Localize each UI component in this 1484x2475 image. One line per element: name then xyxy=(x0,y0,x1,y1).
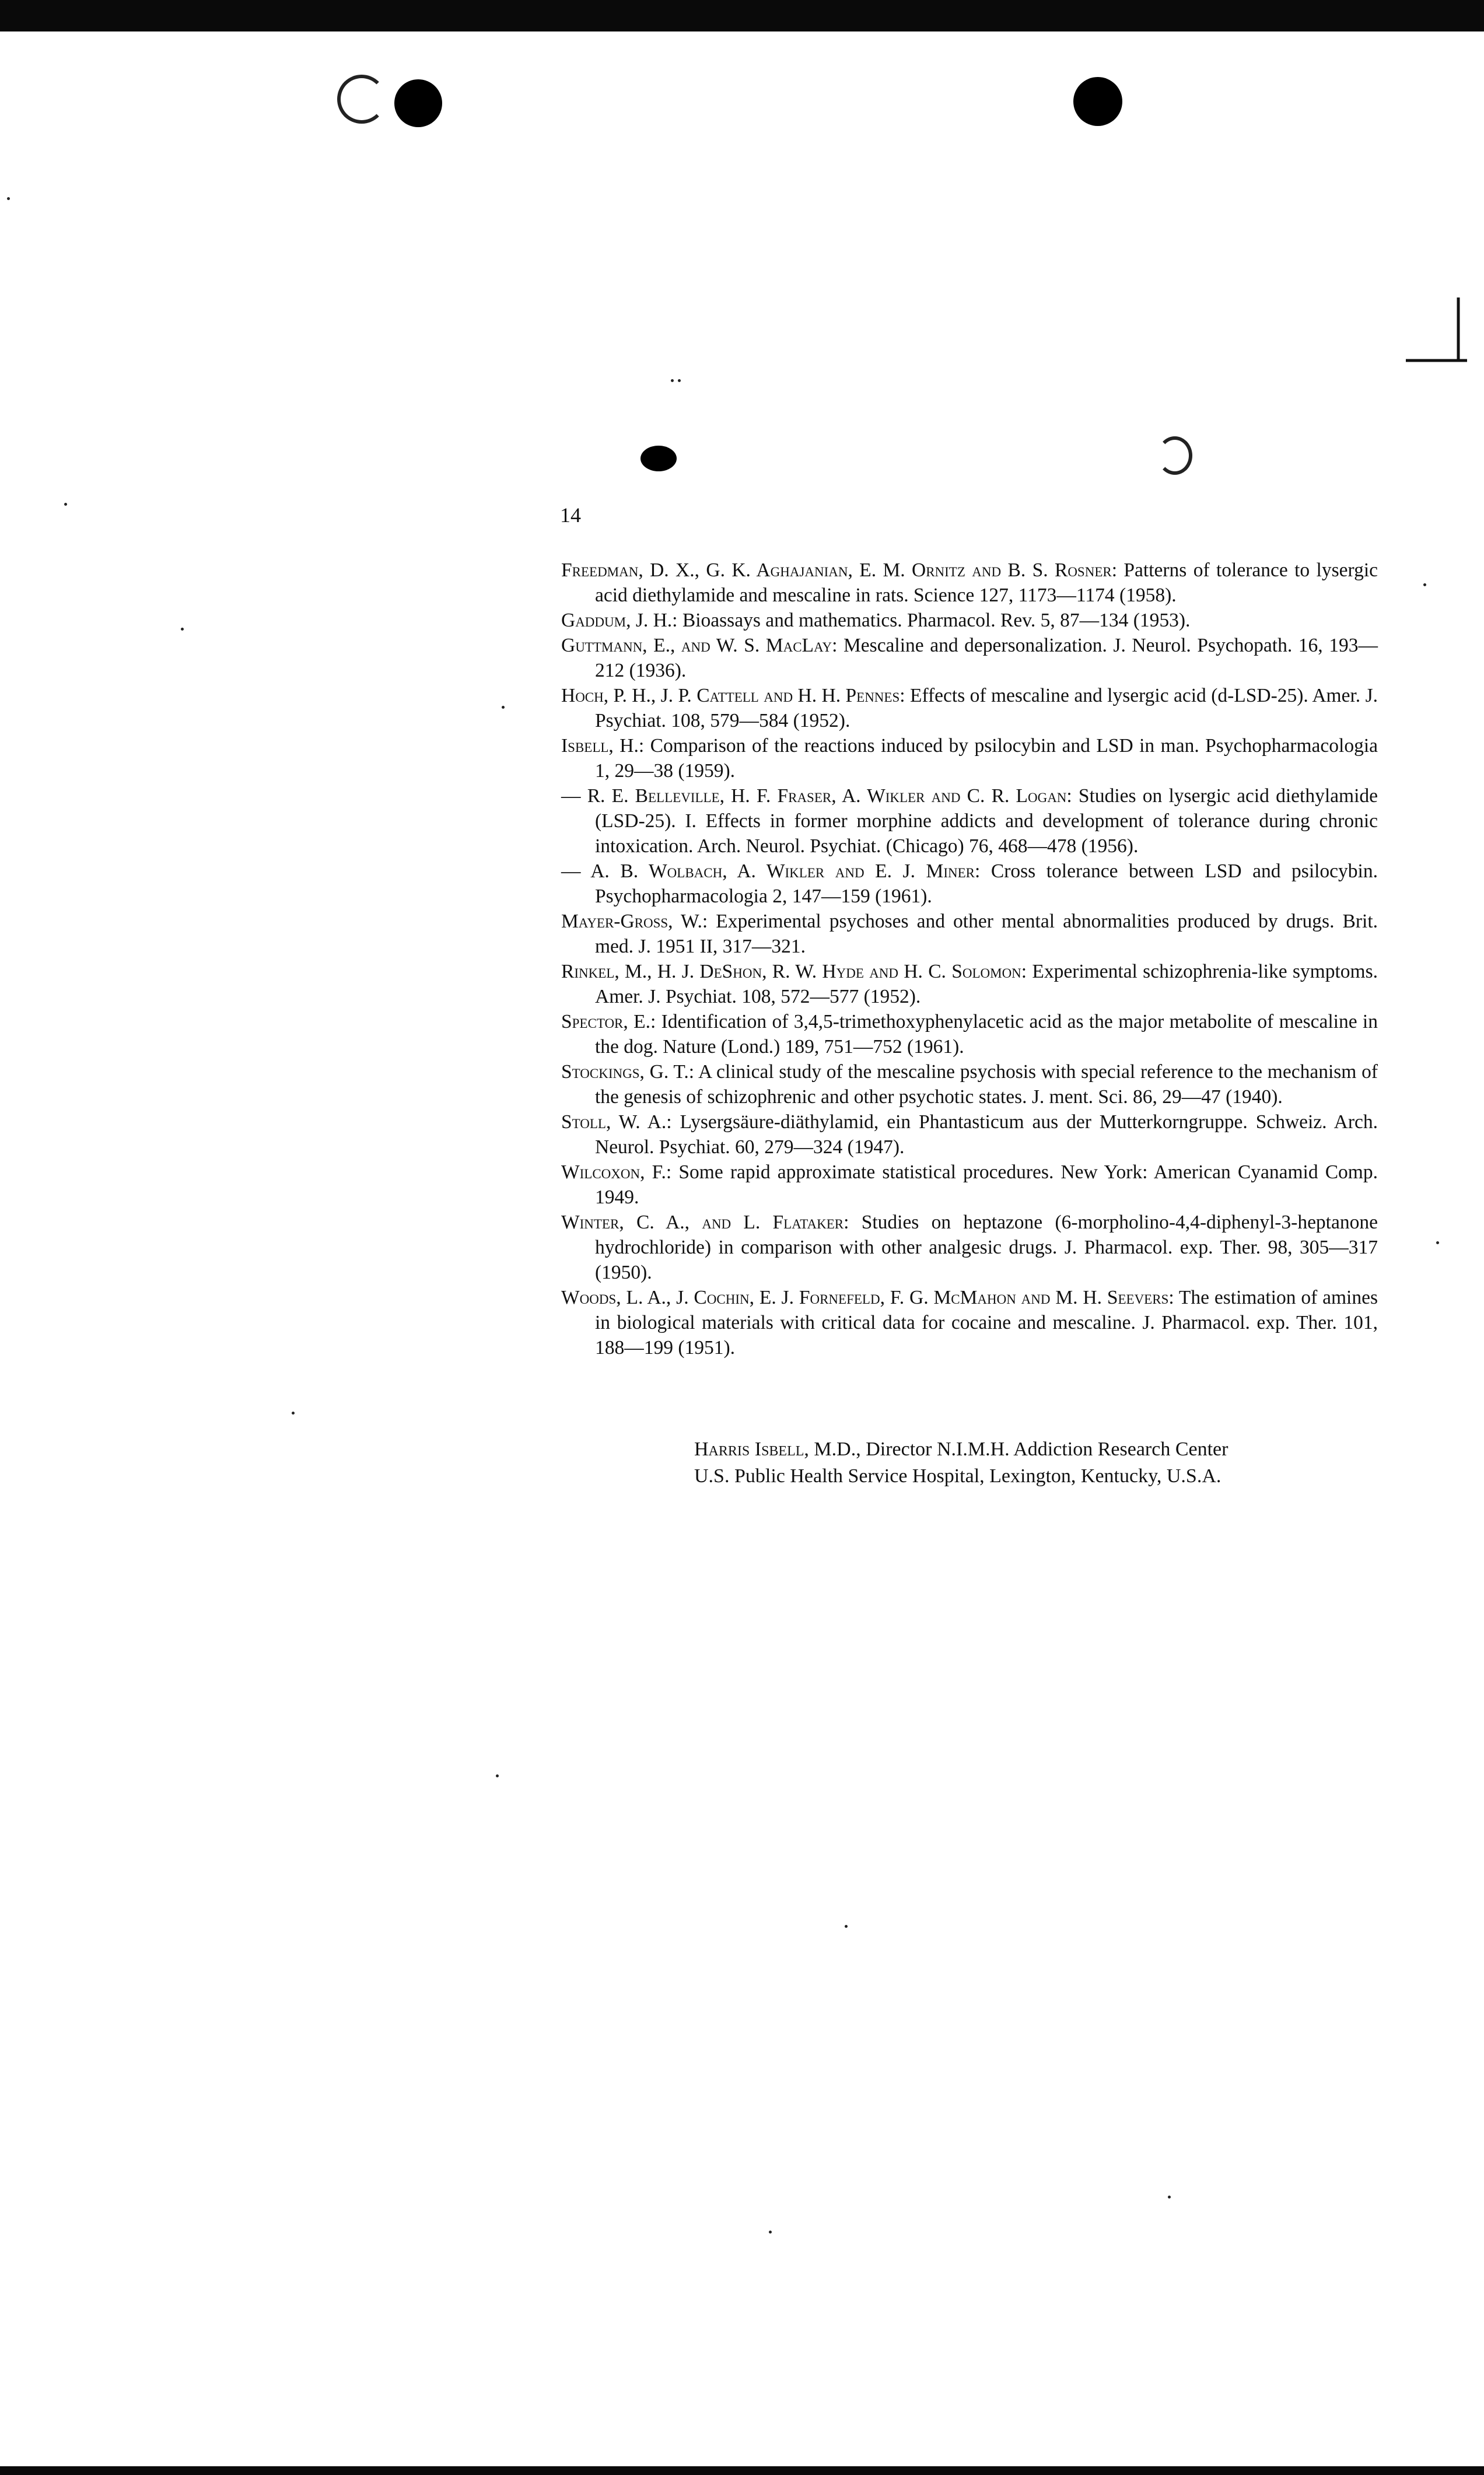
reference-author: Rinkel, M., H. J. DeShon, R. W. Hyde and H. C. Solomon: xyxy=(561,961,1027,982)
reference-entry xyxy=(561,859,1378,909)
reference-author: Freedman, D. X., G. K. Aghajanian, E. M. Ornitz and B. S. Rosner: xyxy=(561,559,1118,581)
scan-speck xyxy=(1168,2196,1171,2199)
scan-top-border xyxy=(0,0,1484,31)
reference-entry xyxy=(561,1210,1378,1285)
scan-bottom-border xyxy=(0,2466,1484,2475)
scan-speck xyxy=(292,1412,295,1415)
reference-text: Studies on heptazone (6-morpholino-4,4-diphenyl-3-heptanone hydrochloride) in comparison with other analgesic drugs. J. Pharmacol. exp. Ther. 98, 305—317 (1950). xyxy=(595,1212,1378,1283)
scan-speck xyxy=(181,628,184,631)
reference-author: Guttmann, E., and W. S. MacLay: xyxy=(561,635,838,656)
reference-entry xyxy=(561,909,1378,959)
reference-text: Effects of mescaline and lysergic acid (d-LSD-25). Amer. J. Psychiat. 108, 579—584 (1952). xyxy=(595,685,1378,731)
reference-author: Isbell, H.: xyxy=(561,735,645,757)
reference-text: Cross tolerance between LSD and psilocybin. Psychopharmacologia 2, 147—159 (1961). xyxy=(595,860,1378,907)
signature-line-1 xyxy=(694,1436,1394,1463)
reference-text: Comparison of the reactions induced by psilocybin and LSD in man. Psychopharmacologia 1, 29—38 (1959). xyxy=(595,735,1378,782)
ink-blot xyxy=(640,446,677,471)
reference-text: Patterns of tolerance to lysergic acid diethylamide and mescaline in rats. Science 127, 1173—1174 (1958). xyxy=(595,559,1378,606)
punch-hole-right xyxy=(1073,77,1122,126)
signature-title: , M.D., Director N.I.M.H. Addiction Research Center xyxy=(804,1438,1228,1460)
reference-text: The estimation of amines in biological materials with critical data for cocaine and mescaline. J. Pharmacol. exp. Ther. 101, 188—199 (1951). xyxy=(595,1287,1378,1359)
scan-speck xyxy=(671,379,674,382)
reference-author: Wilcoxon, F.: xyxy=(561,1161,672,1183)
reference-text: Experimental psychoses and other mental abnormalities produced by drugs. Brit. med. J. 1951 II, 317—321. xyxy=(595,911,1378,957)
reference-author: Hoch, P. H., J. P. Cattell and H. H. Pennes: xyxy=(561,685,905,706)
reference-author: — R. E. Belleville, H. F. Fraser, A. Wikler and C. R. Logan: xyxy=(561,785,1072,807)
scan-speck xyxy=(502,706,505,709)
scan-speck xyxy=(1436,1241,1439,1244)
reference-text: Bioassays and mathematics. Pharmacol. Rev. 5, 87—134 (1953). xyxy=(677,610,1191,631)
signature-line-2: U.S. Public Health Service Hospital, Lexington, Kentucky, U.S.A. xyxy=(694,1465,1222,1487)
reference-list xyxy=(561,558,1378,1360)
ink-ring-mark xyxy=(1157,436,1192,475)
scan-speck xyxy=(678,379,681,382)
reference-entry xyxy=(561,558,1378,608)
reference-author: Winter, C. A., and L. Flataker: xyxy=(561,1212,849,1233)
scan-speck xyxy=(64,503,67,506)
scan-speck xyxy=(769,2231,772,2234)
reference-entry xyxy=(561,683,1378,733)
scan-speck xyxy=(1423,583,1426,586)
margin-bracket-mark xyxy=(1394,292,1470,367)
reference-text: Mescaline and depersonalization. J. Neurol. Psychopath. 16, 193—212 (1936). xyxy=(595,635,1378,681)
reference-entry xyxy=(561,1160,1378,1210)
reference-author: Stoll, W. A.: xyxy=(561,1111,672,1133)
reference-entry xyxy=(561,1009,1378,1059)
reference-entry xyxy=(561,783,1378,859)
reference-text: Identification of 3,4,5-trimethoxyphenylacetic acid as the major metabolite of mescaline in the dog. Nature (Lond.) 189, 751—752 (1961). xyxy=(595,1011,1378,1058)
scan-speck xyxy=(7,197,10,200)
reference-text: Some rapid approximate statistical procedures. New York: American Cyanamid Comp. 1949. xyxy=(595,1161,1378,1208)
signature-name: Harris Isbell xyxy=(694,1438,804,1460)
reference-author: — A. B. Wolbach, A. Wikler and E. J. Miner: xyxy=(561,860,981,882)
reference-text: Studies on lysergic acid diethylamide (LSD-25). I. Effects in former morphine addicts and development of tolerance during chronic intoxication. Arch. Neurol. Psychiat. (Chicago) 76, 468—478 (1956). xyxy=(595,785,1378,857)
author-signature-block xyxy=(694,1436,1394,1490)
reference-entry xyxy=(561,1109,1378,1160)
reference-author: Spector, E.: xyxy=(561,1011,656,1032)
reference-text: Lysergsäure-diäthylamid, ein Phantasticum aus der Mutterkorngruppe. Schweiz. Arch. Neurol. Psychiat. 60, 279—324 (1947). xyxy=(595,1111,1378,1158)
reference-entry xyxy=(561,959,1378,1009)
reference-entry xyxy=(561,1285,1378,1360)
page-number: 14 xyxy=(560,503,581,527)
reference-author: Stockings, G. T.: xyxy=(561,1061,695,1083)
reference-text: Experimental schizophrenia-like symptoms. Amer. J. Psychiat. 108, 572—577 (1952). xyxy=(595,961,1378,1007)
reference-author: Mayer-Gross, W.: xyxy=(561,911,708,932)
scan-speck xyxy=(496,1774,499,1777)
reference-text: A clinical study of the mescaline psychosis with special reference to the mechanism of the genesis of schizophrenic and other psychotic states. J. ment. Sci. 86, 29—47 (1940). xyxy=(595,1061,1378,1108)
reference-author: Gaddum, J. H.: xyxy=(561,610,678,631)
reference-entry xyxy=(561,633,1378,683)
reference-author: Woods, L. A., J. Cochin, E. J. Fornefeld, F. G. McMahon and M. H. Seevers: xyxy=(561,1287,1174,1308)
punch-hole-outline-left xyxy=(337,75,386,124)
reference-entry xyxy=(561,608,1378,633)
scan-speck xyxy=(845,1925,848,1928)
reference-entry xyxy=(561,733,1378,783)
punch-hole-left xyxy=(394,79,442,127)
reference-entry xyxy=(561,1059,1378,1109)
